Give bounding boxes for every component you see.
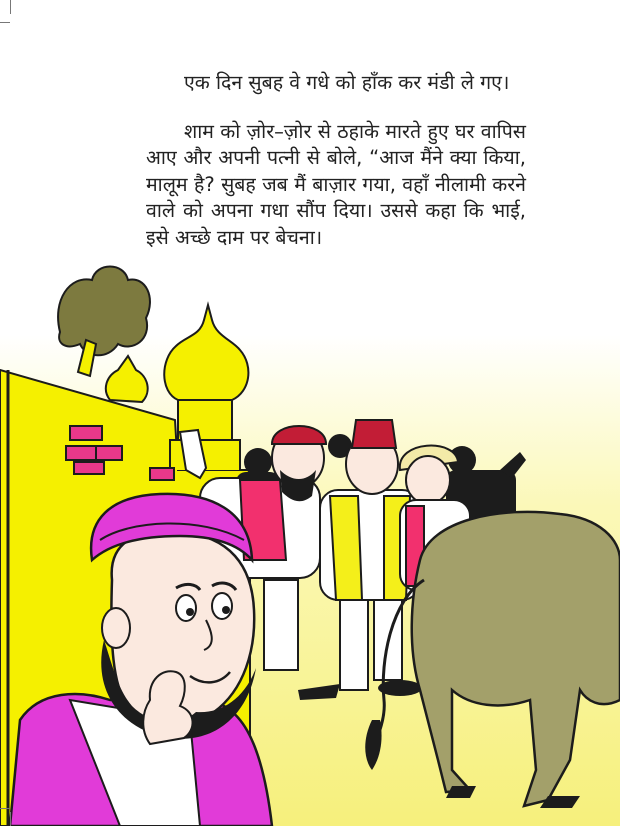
brick [74, 462, 104, 474]
story-paragraph-1: एक दिन सुबह वे गधे को हाँक कर मंडी ले गए। [184, 71, 510, 94]
story-text [146, 70, 526, 273]
brick [150, 468, 174, 480]
brick [66, 446, 96, 460]
brick [70, 426, 102, 440]
crop-mark [0, 22, 10, 23]
crop-mark [10, 812, 11, 826]
market-illustration [0, 250, 620, 826]
crop-mark [10, 0, 11, 14]
brick [96, 446, 122, 460]
crop-mark [0, 808, 10, 809]
story-paragraph-2: शाम को ज़ोर–ज़ोर से ठहाके मारते हुए घर वापिस आए और अपनी पत्नी से बोले, “आज मैंने क्या किया, मालूम है? सुबह जब मैं बाज़ार गया, वहाँ नीलामी करने वाले को अपना गधा सौंप दिया। उससे कहा कि भाई, इसे अच्छे दाम पर बेचना। [146, 119, 526, 249]
